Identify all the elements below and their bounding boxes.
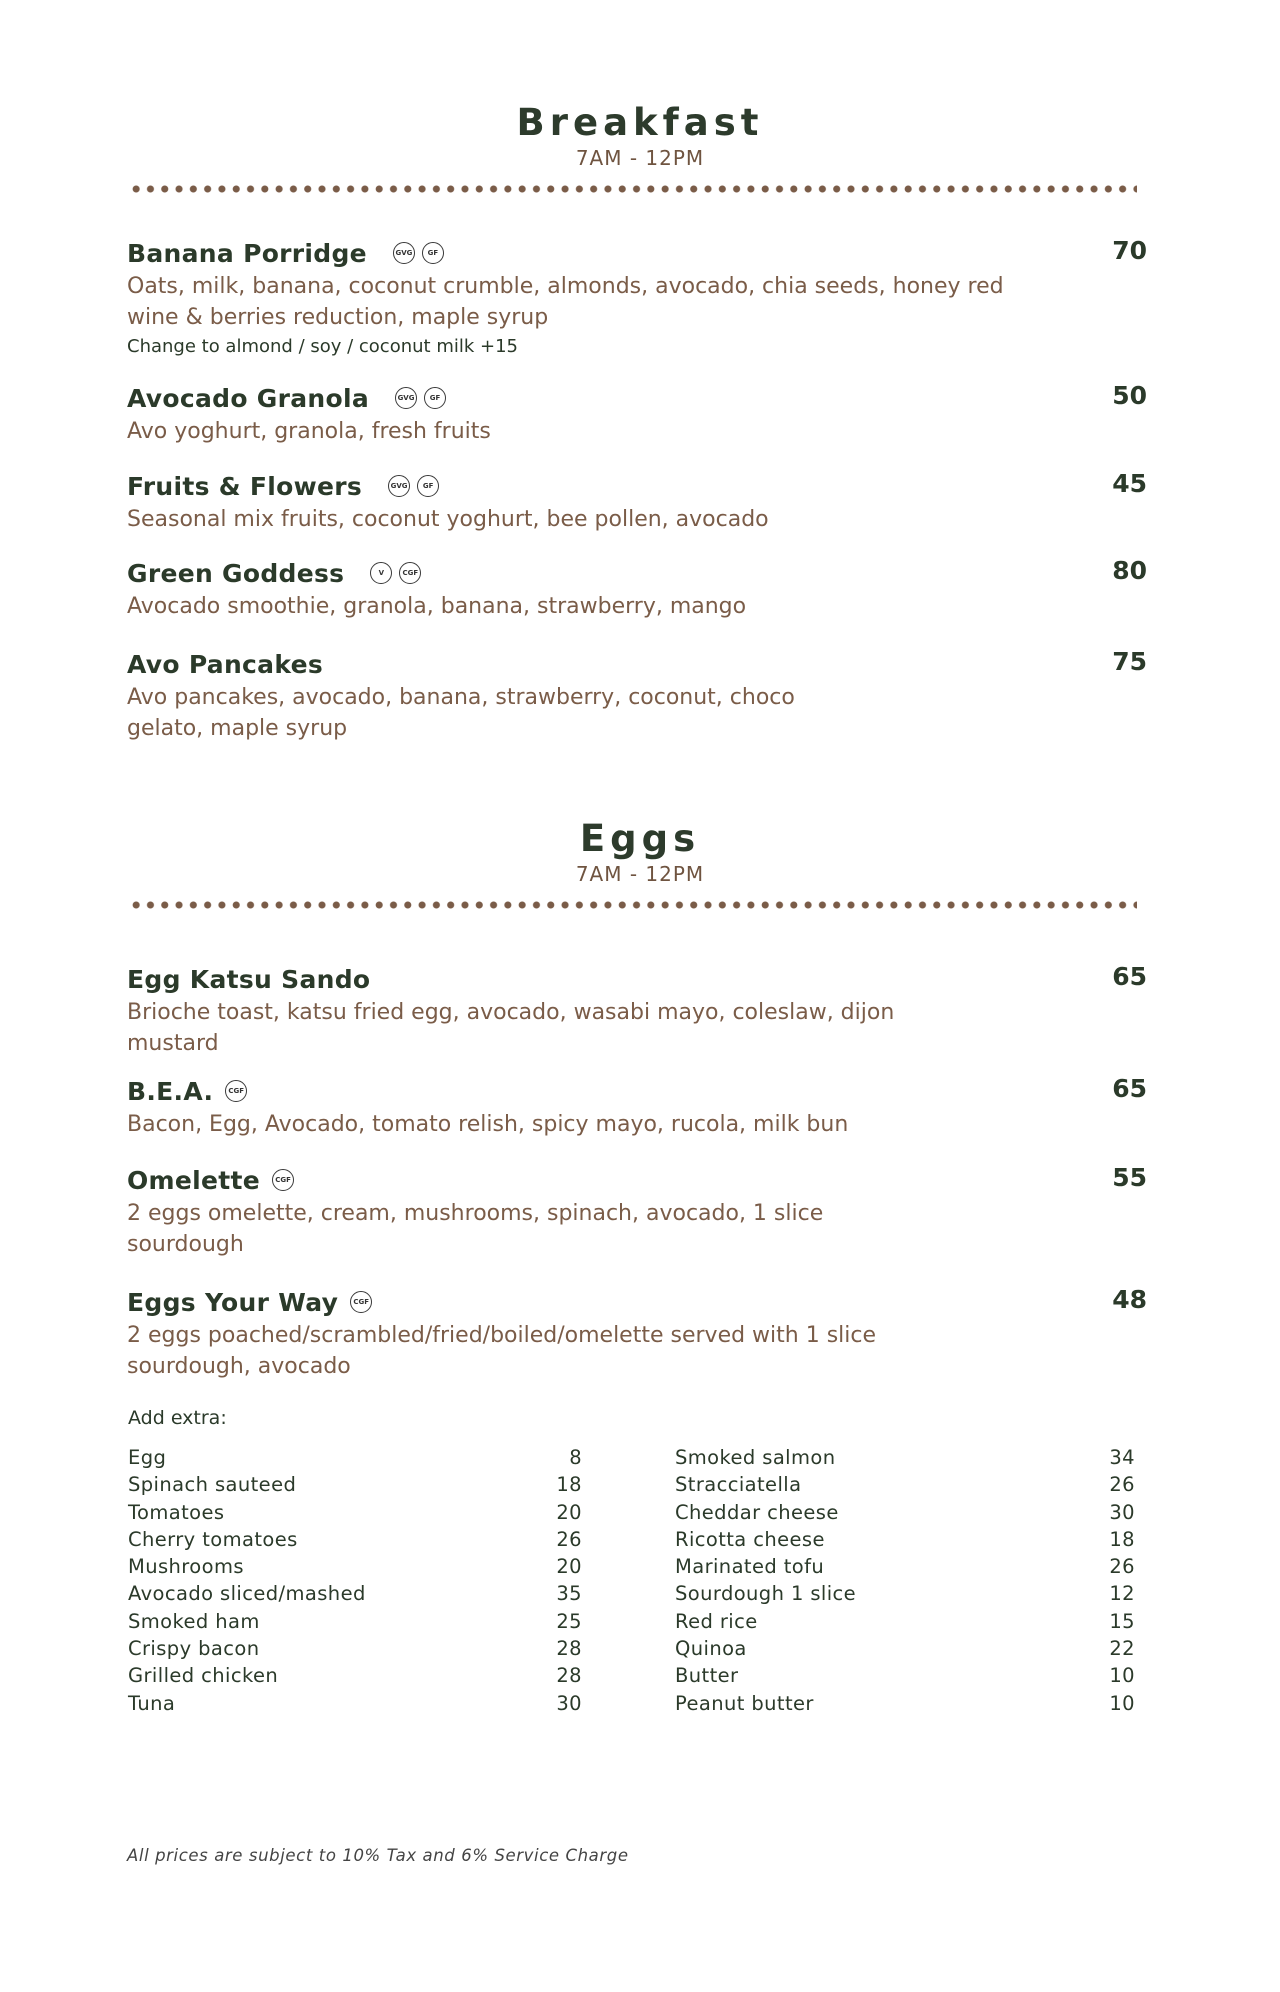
- item-name: B.E.A.: [127, 1076, 214, 1106]
- menu-item-green-goddess: [127, 556, 1147, 622]
- item-price: 45: [1112, 469, 1147, 498]
- extra-name: Ricotta cheese: [675, 1527, 825, 1551]
- extra-row: [128, 1580, 582, 1607]
- item-description: Avocado smoothie, granola, banana, strawberry, mango: [127, 594, 747, 619]
- extra-name: Tuna: [128, 1691, 176, 1715]
- extra-price: 10: [1109, 1691, 1135, 1715]
- extra-price: 26: [1109, 1473, 1135, 1497]
- menu-item-eggs-your-way: [127, 1285, 1147, 1382]
- cgf-badge-icon: CGF: [399, 562, 421, 584]
- item-description: Oats, milk, banana, coconut crumble, almonds, avocado, chia seeds, honey red wine & berries reduction, maple syrup: [127, 274, 1004, 330]
- extra-price: 35: [556, 1582, 582, 1606]
- item-name: Egg Katsu Sando: [127, 964, 371, 994]
- extra-name: Red rice: [675, 1609, 758, 1633]
- extra-name: Sourdough 1 slice: [675, 1582, 857, 1606]
- extra-price: 22: [1109, 1637, 1135, 1661]
- v-badge-icon: V: [370, 562, 392, 584]
- item-price: 75: [1112, 647, 1147, 676]
- item-description: Brioche toast, katsu fried egg, avocado, wasabi mayo, coleslaw, dijon mustard: [127, 1000, 895, 1056]
- item-note: Change to almond / soy / coconut milk +15: [127, 336, 518, 357]
- item-name: Avo Pancakes: [127, 649, 324, 679]
- extra-name: Smoked ham: [128, 1609, 260, 1633]
- item-price: 65: [1112, 962, 1147, 991]
- extra-price: 10: [1109, 1664, 1135, 1688]
- extra-row: [128, 1444, 582, 1471]
- extra-price: 28: [556, 1637, 582, 1661]
- item-description: Seasonal mix fruits, coconut yoghurt, bee pollen, avocado: [127, 507, 769, 532]
- extra-name: Peanut butter: [675, 1691, 814, 1715]
- gvg-badge-icon: GVG: [395, 387, 417, 409]
- extras-list-right: [675, 1444, 1135, 1717]
- extra-row: [128, 1471, 582, 1498]
- extra-name: Spinach sauteed: [128, 1473, 297, 1497]
- extra-name: Egg: [128, 1446, 167, 1469]
- extra-price: 26: [1109, 1555, 1135, 1579]
- item-price: 50: [1112, 381, 1147, 410]
- item-description: 2 eggs omelette, cream, mushrooms, spinach, avocado, 1 slice sourdough: [127, 1201, 824, 1257]
- gf-badge-icon: GF: [422, 242, 444, 264]
- extra-name: Avocado sliced/mashed: [128, 1582, 366, 1606]
- menu-item-avocado-granola: [127, 381, 1147, 447]
- gf-badge-icon: GF: [424, 387, 446, 409]
- item-description: Bacon, Egg, Avocado, tomato relish, spicy mayo, rucola, milk bun: [127, 1112, 849, 1137]
- eggs-title: Eggs: [579, 817, 701, 860]
- extra-price: 15: [1109, 1609, 1135, 1633]
- menu-item-banana-porridge: [127, 236, 1147, 361]
- extra-price: 18: [1109, 1527, 1135, 1551]
- extra-name: Butter: [675, 1664, 739, 1688]
- eggs-hours: 7AM - 12PM: [575, 862, 705, 886]
- extra-name: Grilled chicken: [128, 1664, 279, 1688]
- breakfast-hours: 7AM - 12PM: [575, 146, 705, 170]
- extra-row: [128, 1499, 582, 1526]
- extra-row: [128, 1553, 582, 1580]
- gvg-badge-icon: GVG: [388, 475, 410, 497]
- extra-price: 18: [556, 1473, 582, 1497]
- extra-row: [128, 1635, 582, 1662]
- item-name: Omelette: [127, 1165, 261, 1195]
- gf-badge-icon: GF: [417, 475, 439, 497]
- extra-name: Stracciatella: [675, 1473, 802, 1497]
- extra-row: [675, 1635, 1135, 1662]
- item-name: Avocado Granola: [127, 383, 370, 413]
- item-price: 48: [1112, 1285, 1147, 1314]
- tax-footnote: All prices are subject to 10% Tax and 6% Service Charge: [127, 1846, 629, 1865]
- extra-row: [128, 1690, 582, 1717]
- menu-item-fruits-flowers: [127, 469, 1147, 535]
- extra-price: 26: [556, 1527, 582, 1551]
- gvg-badge-icon: GVG: [393, 242, 415, 264]
- extra-row: [675, 1471, 1135, 1498]
- extra-price: 20: [556, 1500, 582, 1524]
- extra-name: Cherry tomatoes: [128, 1527, 298, 1551]
- extra-row: [675, 1580, 1135, 1607]
- menu-item-bea: [127, 1074, 1147, 1140]
- extra-row: [128, 1526, 582, 1553]
- extra-row: [675, 1553, 1135, 1580]
- extra-name: Mushrooms: [128, 1555, 244, 1579]
- extra-price: 34: [1109, 1446, 1135, 1469]
- item-name: Banana Porridge: [127, 238, 367, 268]
- extra-name: Marinated tofu: [675, 1555, 825, 1579]
- cgf-badge-icon: CGF: [272, 1169, 294, 1191]
- extras-list-left: [128, 1444, 582, 1717]
- extra-name: Tomatoes: [128, 1500, 225, 1524]
- item-price: 65: [1112, 1074, 1147, 1103]
- breakfast-divider: [129, 184, 1137, 194]
- item-description: Avo pancakes, avocado, banana, strawberry, coconut, choco gelato, maple syrup: [127, 685, 795, 741]
- extra-name: Cheddar cheese: [675, 1500, 839, 1524]
- menu-item-egg-katsu-sando: [127, 962, 1147, 1059]
- item-price: 55: [1112, 1163, 1147, 1192]
- item-price: 80: [1112, 556, 1147, 585]
- extra-price: 12: [1109, 1582, 1135, 1606]
- extra-price: 8: [569, 1446, 582, 1469]
- breakfast-title: Breakfast: [516, 101, 764, 144]
- add-extra-label: Add extra:: [128, 1407, 227, 1429]
- item-description: Avo yoghurt, granola, fresh fruits: [127, 419, 491, 444]
- extra-row: [128, 1608, 582, 1635]
- extra-price: 25: [556, 1609, 582, 1633]
- item-name: Green Goddess: [127, 558, 345, 588]
- extra-price: 28: [556, 1664, 582, 1688]
- cgf-badge-icon: CGF: [350, 1291, 372, 1313]
- extra-row: [128, 1662, 582, 1689]
- extra-name: Crispy bacon: [128, 1637, 260, 1661]
- cgf-badge-icon: CGF: [225, 1080, 247, 1102]
- extra-price: 30: [556, 1691, 582, 1715]
- item-price: 70: [1112, 236, 1147, 265]
- menu-item-avo-pancakes: [127, 647, 1147, 744]
- extra-row: [675, 1690, 1135, 1717]
- extra-row: [675, 1444, 1135, 1471]
- extra-price: 30: [1109, 1500, 1135, 1524]
- item-name: Eggs Your Way: [127, 1287, 339, 1317]
- extra-row: [675, 1499, 1135, 1526]
- menu-item-omelette: [127, 1163, 1147, 1260]
- item-description: 2 eggs poached/scrambled/fried/boiled/omelette served with 1 slice sourdough, avocado: [127, 1323, 877, 1379]
- eggs-divider: [129, 900, 1137, 910]
- extra-name: Smoked salmon: [675, 1446, 836, 1469]
- extra-row: [675, 1526, 1135, 1553]
- extra-row: [675, 1608, 1135, 1635]
- extra-price: 20: [556, 1555, 582, 1579]
- extra-name: Quinoa: [675, 1637, 747, 1661]
- extra-row: [675, 1662, 1135, 1689]
- item-name: Fruits & Flowers: [127, 471, 363, 501]
